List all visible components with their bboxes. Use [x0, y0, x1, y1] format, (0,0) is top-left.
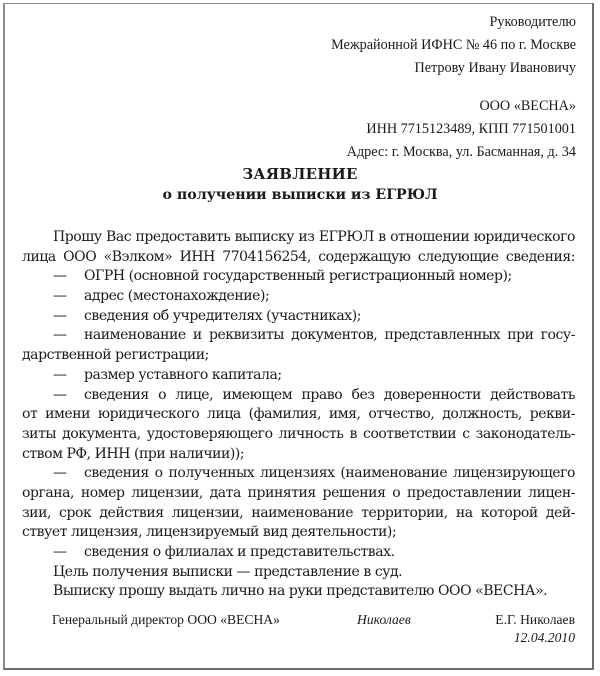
- dash-marker: —: [53, 465, 67, 482]
- list-item-ogrn: [22, 267, 575, 287]
- addressee-organization: Межрайонной ИФНС № 46 по г. Москве: [331, 37, 576, 53]
- dash-marker: —: [53, 268, 67, 285]
- title-subtitle: о получении выписки из ЕГРЮЛ: [162, 187, 438, 203]
- body-line: зиты документа, удостоверяющего личность в соответствии с законодатель-: [22, 425, 575, 442]
- list-item-text: сведения об учредителях (участниках);: [84, 307, 362, 324]
- body-line: зии, срок действия лицензии, наименование территории, на которой дей-: [22, 504, 575, 521]
- list-item-text: сведения о полученных лицензиях (наименование лицензирующего: [84, 465, 575, 482]
- sender-address: Адрес: г. Москва, ул. Басманная, д. 34: [346, 144, 576, 160]
- document-title: [0, 164, 600, 206]
- list-item-branches: [22, 543, 575, 563]
- delivery-line: Выписку прошу выдать лично на руки представителю ООО «ВЕСНА».: [53, 583, 548, 600]
- addressee-block: [331, 11, 576, 80]
- signature-block: [0, 610, 600, 632]
- list-item-text: размер уставного капитала;: [84, 366, 282, 383]
- addressee-name: Петрову Ивану Ивановичу: [414, 60, 576, 76]
- list-item-text: сведения о филиалах и представительствах.: [84, 544, 395, 560]
- body-line: ствует лицензия, лицензируемый вид деятельности);: [22, 524, 397, 541]
- dash-marker: —: [53, 307, 67, 324]
- handwritten-signature: Николаев: [357, 612, 411, 627]
- list-item-capital: [22, 366, 575, 386]
- signatory-name: Е.Г. Николаев: [495, 612, 575, 627]
- dash-marker: —: [53, 327, 67, 344]
- dash-marker: —: [53, 366, 67, 383]
- body-line: лица ООО «Вэлком» ИНН 7704156254, содержащую следующие сведения:: [22, 248, 575, 265]
- title-main: ЗАЯВЛЕНИЕ: [242, 165, 358, 183]
- list-item-text: адрес (местонахождение);: [84, 288, 270, 305]
- body-line: органа, номер лицензии, дата принятия решения о предоставлении лицен-: [22, 484, 575, 501]
- list-item-documents: [22, 326, 575, 346]
- purpose-line: Цель получения выписки — представление в суд.: [53, 563, 403, 580]
- body-line: Прошу Вас предоставить выписку из ЕГРЮЛ в отношении юридического: [53, 229, 575, 245]
- dash-marker: —: [53, 386, 67, 403]
- dash-marker: —: [53, 288, 67, 305]
- addressee-title: Руководителю: [489, 14, 576, 30]
- dash-marker: —: [53, 544, 67, 560]
- list-item-licenses: [22, 464, 575, 484]
- list-item-address: [22, 287, 575, 307]
- list-item-authorized-person: [22, 386, 575, 406]
- sender-company: ООО «ВЕСНА»: [479, 98, 576, 114]
- body-line: от имени юридического лица (фамилия, имя, отчество, должность, рекви-: [22, 406, 575, 423]
- list-item-text: наименование и реквизиты документов, представленных при госу-: [84, 327, 575, 344]
- sender-block: [347, 95, 576, 164]
- list-item-founders: [22, 307, 575, 327]
- sender-inn-kpp: ИНН 7715123489, КПП 771501001: [366, 121, 576, 137]
- signatory-position: Генеральный директор ООО «ВЕСНА»: [52, 612, 280, 627]
- body-line: дарственной регистрации;: [22, 347, 209, 364]
- list-item-text: ОГРН (основной государственный регистрационный номер);: [84, 268, 512, 285]
- list-item-text: сведения о лице, имеющем право без доверенности действовать: [84, 386, 575, 403]
- signature-date: 12.04.2010: [513, 630, 575, 645]
- application-body: [22, 228, 575, 602]
- body-line: ством РФ, ИНН (при наличии));: [22, 445, 245, 462]
